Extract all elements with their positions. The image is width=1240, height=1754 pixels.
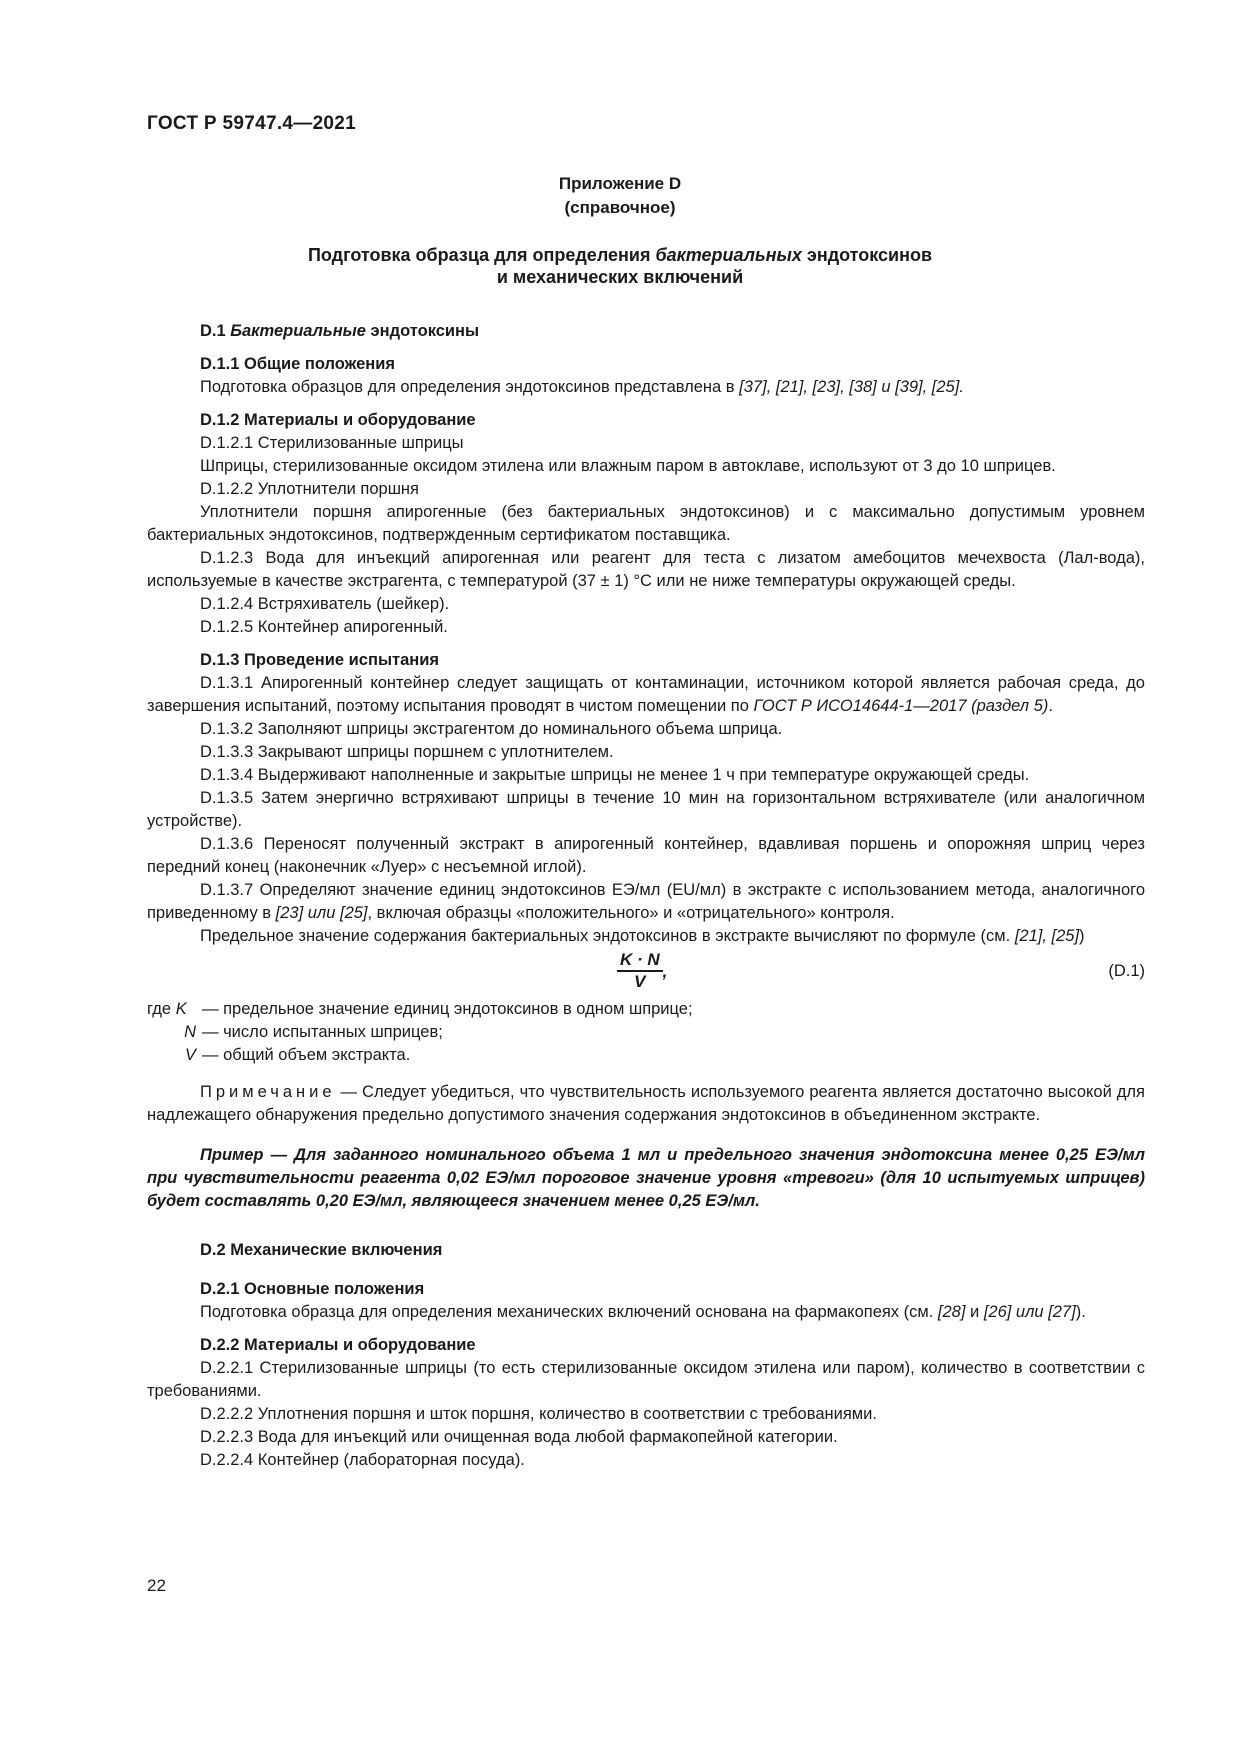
section-d1-italic: Бактериальные [230, 322, 366, 340]
formula-comma: , [662, 961, 668, 981]
formula-numerator: K · N [617, 950, 663, 972]
subsection-heading-d12: D.1.2 Материалы и оборудование [200, 411, 476, 429]
subsection-heading-d21: D.2.1 Основные положения [200, 1279, 425, 1298]
paragraph-d21-text: Подготовка образца для определения механических включений основана на фармакопеях (см. [200, 1302, 938, 1321]
paragraph-limit-b: ) [1079, 927, 1085, 945]
paragraph-d21-ref2: [26] или [27] [983, 1302, 1076, 1321]
paragraph-d11 [147, 376, 1145, 399]
note [147, 1081, 1145, 1127]
where-label: где [147, 1000, 172, 1018]
paragraph-limit [147, 925, 1145, 948]
example: Пример — Для заданного номинального объема 1 мл и предельного значения эндотоксина менее 0,25 ЕЭ/мл при чувствительности реагента 0,02 ЕЭ/мл пороговое значение уровня «тревоги» (для 10 испытуемых шприцев) будет составлять 0,20 ЕЭ/мл, являющееся значением менее 0,25 ЕЭ/мл. [147, 1145, 1145, 1210]
paragraph-d11-refs: [37], [21], [23], [38] и [39], [25]. [739, 378, 964, 396]
item-d124: D.1.2.4 Встряхиватель (шейкер). [200, 595, 450, 613]
subsection-heading-d11: D.1.1 Общие положения [200, 355, 396, 373]
item-d122: D.1.2.2 Уплотнители поршня [200, 480, 419, 498]
page-number: 22 [147, 1576, 166, 1595]
formula-denominator: V [634, 972, 646, 991]
paragraph-d137-b: , включая образцы «положительного» и «отрицательного» контроля. [367, 904, 895, 922]
formula-number: (D.1) [1108, 962, 1145, 980]
variable-k: K [175, 1000, 187, 1018]
section-d1-rest: эндотоксины [365, 322, 480, 340]
subsection-heading-d13: D.1.3 Проведение испытания [200, 651, 440, 669]
paragraph-d134: D.1.3.4 Выдерживают наполненные и закрытые шприцы не менее 1 ч при температуре окружающей среды. [200, 766, 1030, 784]
item-d121: D.1.2.1 Стерилизованные шприцы [200, 434, 464, 452]
paragraph-d137 [147, 879, 1145, 925]
paragraph-d137-a: D.1.3.7 Определяют значение единиц эндотоксинов ЕЭ/мл (EU/мл) в экстракте с использованием метода, аналогичного приведенному в [147, 881, 1145, 922]
document-body [147, 320, 1145, 1472]
paragraph-d221: D.2.2.1 Стерилизованные шприцы (то есть стерилизованные оксидом этилена или паром), количество в соответствии с требованиями. [147, 1358, 1145, 1400]
paragraph-d137-ref: [23] или [25] [275, 904, 368, 922]
note-text: — Следует убедиться, что чувствительность используемого реагента является достаточно высокой для надлежащего обнаружения предельно допустимого значения содержания эндотоксинов в объединенном экстракте. [147, 1083, 1145, 1124]
variable-k-desc: — предельное значение единиц эндотоксинов в одном шприце; [202, 1000, 693, 1018]
item-d125: D.1.2.5 Контейнер апирогенный. [200, 618, 448, 636]
paragraph-d122: Уплотнители поршня апирогенные (без бактериальных эндотоксинов) и с максимально допустимым уровнем бактериальных эндотоксинов, подтвержденным сертификатом поставщика. [147, 503, 1145, 544]
annex-title-part1: Подготовка образца для определения [307, 245, 656, 265]
paragraph-d11-text: Подготовка образцов для определения эндотоксинов представлена в [200, 378, 740, 396]
paragraph-d222: D.2.2.2 Уплотнения поршня и шток поршня, количество в соответствии с требованиями. [200, 1404, 877, 1423]
paragraph-d131-ref: ГОСТ Р ИСО14644-1—2017 (раздел 5) [753, 697, 1049, 715]
paragraph-d224: D.2.2.4 Контейнер (лабораторная посуда). [200, 1450, 525, 1469]
annex-label: Приложение D [558, 174, 682, 193]
paragraph-d21-and: и [965, 1302, 984, 1321]
formula-fraction [617, 950, 663, 992]
paragraph-d133: D.1.3.3 Закрывают шприцы поршнем с уплотнителем. [200, 743, 614, 761]
annex-status: (справочное) [564, 198, 676, 217]
note-label: Примечание [200, 1083, 336, 1101]
subsection-heading-d22: D.2.2 Материалы и оборудование [200, 1335, 476, 1354]
formula-row [147, 950, 1145, 994]
paragraph-d132: D.1.3.2 Заполняют шприцы экстрагентом до номинального объема шприца. [200, 720, 783, 738]
paragraph-d223: D.2.2.3 Вода для инъекций или очищенная вода любой фармакопейной категории. [200, 1427, 838, 1446]
paragraph-d131-text: D.1.3.1 Апирогенный контейнер следует защищать от контаминации, источником которой является рабочая среда, до завершения испытаний, поэтому испытания проводят в чистом помещении по [147, 674, 1145, 715]
annex-title-part2: эндотоксинов [801, 245, 933, 265]
annex-title-line2: и механических включений [496, 267, 744, 287]
section-heading-d1 [200, 320, 1145, 343]
paragraph-d21 [147, 1301, 1145, 1324]
section-d1-number: D.1 [200, 322, 231, 340]
paragraph-d21-end: ). [1075, 1302, 1086, 1321]
where-word [147, 998, 202, 1021]
section-heading-d2: D.2 Механические включения [200, 1240, 443, 1259]
standard-id: ГОСТ Р 59747.4—2021 [147, 113, 357, 134]
paragraph-d131-end: . [1048, 697, 1053, 715]
variable-v: V [184, 1046, 196, 1064]
variable-n-desc: — число испытанных шприцев; [202, 1023, 443, 1041]
variable-n: N [184, 1023, 196, 1041]
paragraph-d135: D.1.3.5 Затем энергично встряхивают шприцы в течение 10 мин на горизонтальном встряхивателе (или аналогичном устройстве). [147, 789, 1145, 830]
paragraph-d121: Шприцы, стерилизованные оксидом этилена или влажным паром в автоклаве, используют от 3 до 10 шприцев. [200, 457, 1056, 475]
paragraph-d131 [147, 672, 1145, 718]
variable-v-desc: — общий объем экстракта. [202, 1046, 411, 1064]
paragraph-d136: D.1.3.6 Переносят полученный экстракт в апирогенный контейнер, вдавливая поршень и опорожняя шприц через передний конец (наконечник «Луер» с несъемной иглой). [147, 835, 1145, 876]
annex-title [0, 244, 1240, 266]
paragraph-limit-ref: [21], [25] [1014, 927, 1080, 945]
paragraph-d123: D.1.2.3 Вода для инъекций апирогенная или реагент для теста с лизатом амебоцитов мечехвоста (Лал-вода), используемые в качестве экстрагента, с температурой (37 ± 1) °С или не ниже температуры окружающей среды. [147, 549, 1145, 590]
paragraph-limit-a: Предельное значение содержания бактериальных эндотоксинов в экстракте вычисляют по формуле (см. [200, 927, 1015, 945]
variable-legend [147, 998, 1145, 1067]
paragraph-d21-ref1: [28] [937, 1302, 966, 1321]
annex-title-italic: бактериальных [655, 245, 802, 265]
formula [617, 950, 667, 992]
